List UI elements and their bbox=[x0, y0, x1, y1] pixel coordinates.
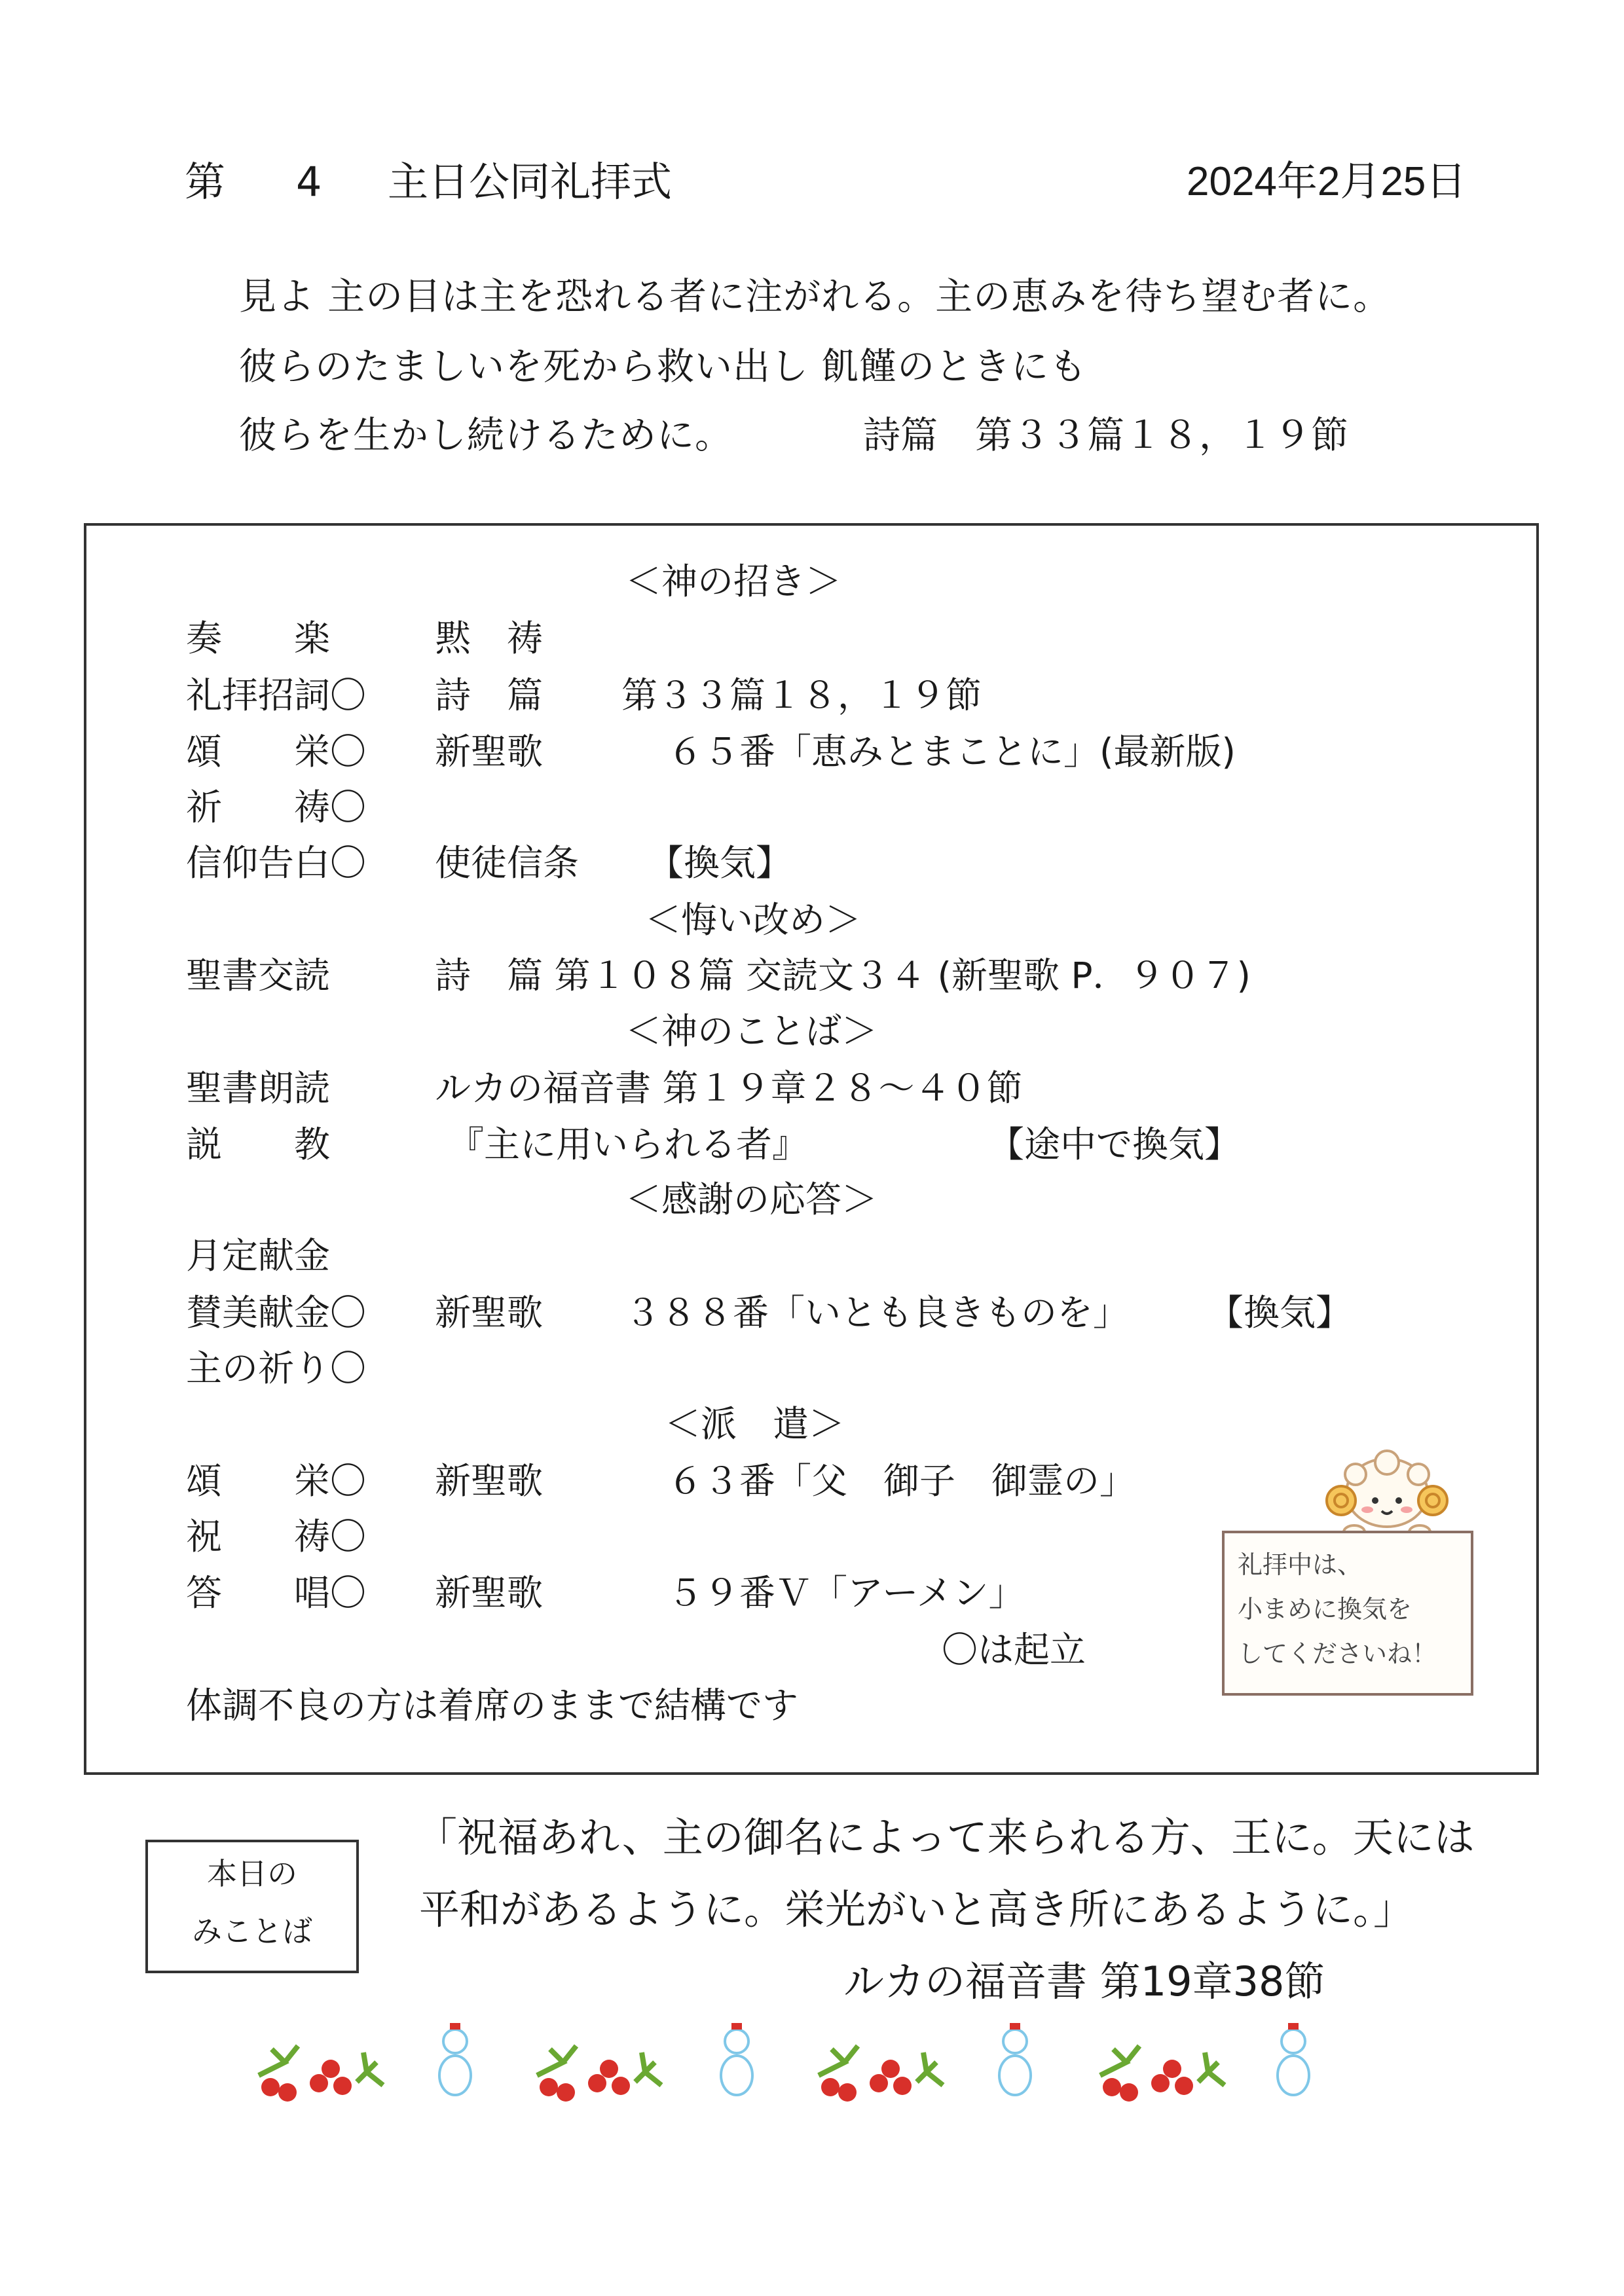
program-extra: 【途中で換気】 bbox=[988, 1123, 1241, 1165]
program-detail: 詩 篇 第１０８篇 交読文３４ (新聖歌 P．９０７) bbox=[435, 955, 1251, 996]
section-heading-word: ＜神のことば＞ bbox=[625, 1010, 878, 1052]
program-extra: ６５番「恵みとまことに」(最新版) bbox=[667, 731, 1236, 773]
notice-line-2: 小まめに換気を bbox=[1238, 1595, 1412, 1624]
flower-berry-icon bbox=[246, 2023, 390, 2108]
todays-word-line-1: 「祝福あれ、主の御名によって来られる方、王に。天には bbox=[416, 1813, 1475, 1861]
program-detail: 使徒信条 bbox=[435, 842, 580, 884]
flower-berry-icon bbox=[1087, 2023, 1231, 2108]
opening-verse-line-2: 彼らのたましいを死から救い出し 飢饉のときにも bbox=[239, 345, 1088, 388]
ventilation-notice-card bbox=[1222, 1531, 1473, 1696]
opening-verse-line-1: 見よ 主の目は主を恐れる者に注がれる。主の恵みを待ち望む者に。 bbox=[239, 275, 1392, 318]
todays-word-line-2: 平和があるように。栄光がいと高き所にあるように。」 bbox=[419, 1886, 1414, 1933]
program-detail: 詩 篇 bbox=[435, 674, 544, 716]
flower-berry-icon bbox=[805, 2023, 950, 2108]
todays-word-label-line-2: みことば bbox=[192, 1914, 312, 1949]
sheep-mascot-icon bbox=[1315, 1440, 1459, 1539]
page-title: 主日公同礼拝式 bbox=[388, 158, 673, 206]
opening-verse-line-3: 彼らを生かし続けるために。 bbox=[239, 414, 733, 457]
program-item: 礼拝招詞〇 bbox=[186, 674, 367, 716]
section-heading-repentance: ＜悔い改め＞ bbox=[645, 899, 862, 941]
program-detail: 新聖歌 bbox=[435, 1460, 544, 1502]
section-heading-calling: ＜神の招き＞ bbox=[625, 560, 842, 602]
flower-berry-icon bbox=[524, 2023, 668, 2108]
program-extra: ３８８番「いとも良きものを」 bbox=[625, 1292, 1130, 1334]
section-heading-response: ＜感謝の応答＞ bbox=[625, 1178, 878, 1220]
service-number-prefix: 第 bbox=[185, 158, 226, 206]
snowman-icon bbox=[710, 2016, 763, 2102]
opening-verse-reference: 詩篇 第３３篇１８，１９節 bbox=[863, 414, 1348, 457]
snowman-icon bbox=[1267, 2016, 1320, 2102]
program-item: 信仰告白〇 bbox=[186, 842, 367, 884]
standing-note: 〇は起立 bbox=[942, 1629, 1086, 1671]
program-detail: 『主に用いられる者』 bbox=[448, 1123, 809, 1165]
program-extra: 第３３篇１８，１９節 bbox=[621, 674, 982, 716]
program-extra: ６３番「父 御子 御霊の」 bbox=[667, 1460, 1136, 1502]
program-detail: 黙 祷 bbox=[435, 617, 544, 659]
program-detail: 新聖歌 bbox=[435, 1572, 544, 1614]
program-item: 祝 祷〇 bbox=[186, 1516, 367, 1558]
snowman-icon bbox=[989, 2016, 1041, 2102]
program-item: 月定献金 bbox=[186, 1235, 331, 1277]
program-item: 説 教 bbox=[186, 1123, 331, 1165]
program-item: 聖書交読 bbox=[186, 955, 331, 996]
notice-line-3: してくださいね！ bbox=[1238, 1639, 1437, 1668]
program-item: 聖書朗読 bbox=[186, 1067, 331, 1109]
program-extra: ５９番Ｖ「アーメン」 bbox=[667, 1572, 1025, 1614]
todays-word-label-line-1: 本日の bbox=[207, 1856, 297, 1891]
program-detail: 新聖歌 bbox=[435, 731, 544, 773]
program-extra-2: 【換気】 bbox=[1208, 1292, 1352, 1334]
todays-word-label bbox=[145, 1840, 359, 1973]
program-item: 頌 栄〇 bbox=[186, 1460, 367, 1502]
program-item: 答 唱〇 bbox=[186, 1572, 367, 1614]
program-item: 祈 祷〇 bbox=[186, 786, 367, 828]
health-note: 体調不良の方は着席のままで結構です bbox=[186, 1685, 799, 1726]
program-detail: 新聖歌 bbox=[435, 1292, 544, 1334]
todays-word-reference: ルカの福音書 第19章38節 bbox=[843, 1958, 1325, 2005]
service-date: 2024年2月25日 bbox=[1187, 159, 1467, 204]
program-detail: ルカの福音書 第１９章２８～４０節 bbox=[435, 1067, 1023, 1109]
program-item: 奏 楽 bbox=[186, 617, 331, 659]
program-item: 主の祈り〇 bbox=[186, 1347, 367, 1389]
notice-line-1: 礼拝中は、 bbox=[1238, 1550, 1363, 1579]
program-extra: 【換気】 bbox=[648, 842, 792, 884]
program-item: 賛美献金〇 bbox=[186, 1292, 367, 1334]
program-item: 頌 栄〇 bbox=[186, 731, 367, 773]
section-heading-sending: ＜派 遣＞ bbox=[665, 1403, 845, 1445]
service-number: 4 bbox=[296, 158, 322, 206]
snowman-icon bbox=[429, 2016, 481, 2102]
